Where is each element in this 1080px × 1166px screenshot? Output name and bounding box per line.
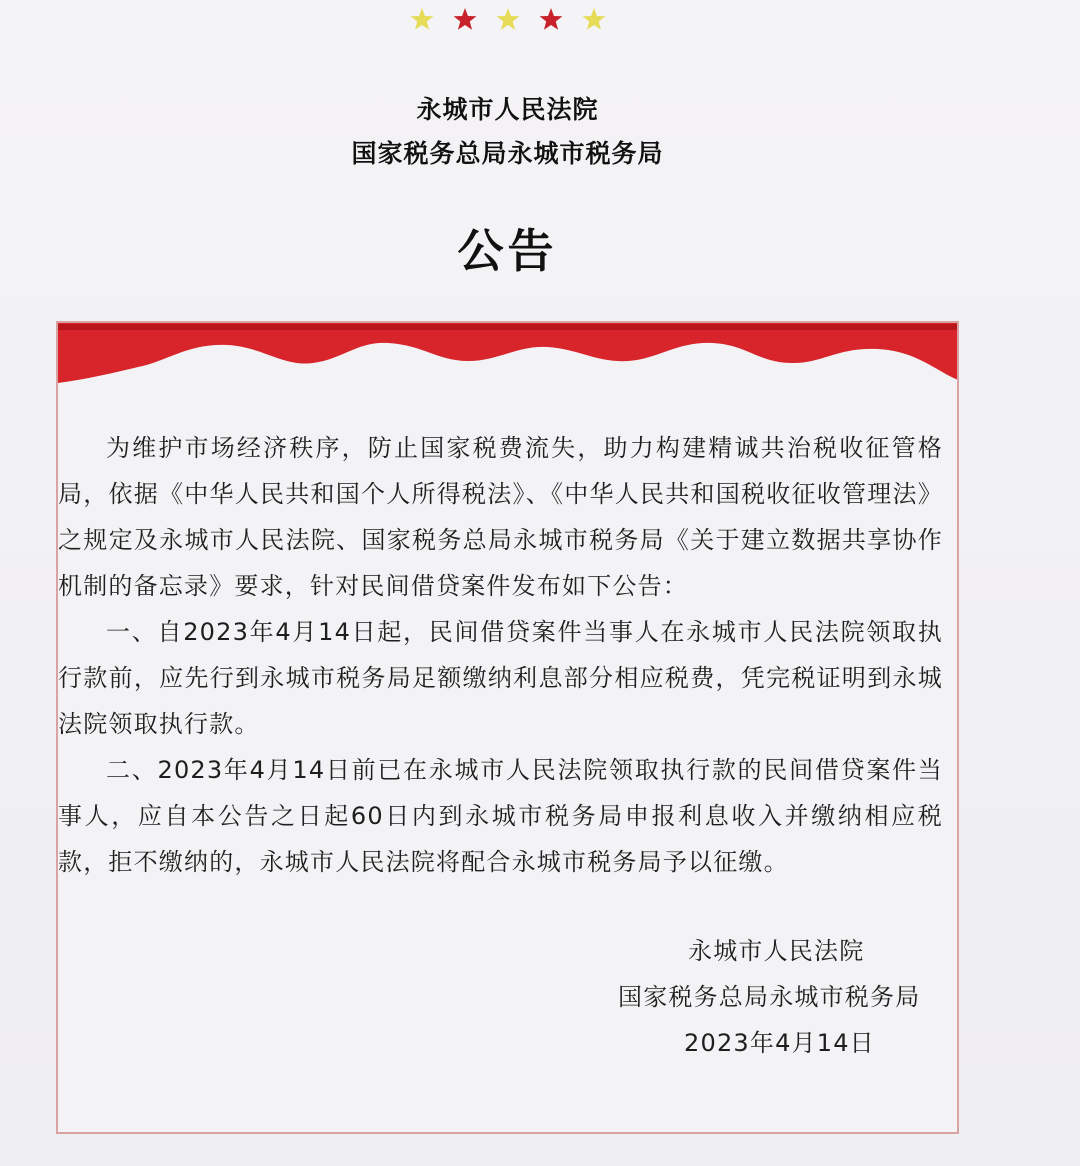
notice-paragraph-intro: 为维护市场经济秩序，防止国家税费流失，助力构建精诚共治税收征管格局，依据《中华人民共和国个人所得税法》、《中华人民共和国税收征收管理法》之规定及永城市人民法院、国家税务总局永城市税务局《关于建立数据共享协作机制的备忘录》要求，针对民间借贷案件发布如下公告： <box>58 434 943 600</box>
notice-body <box>58 425 943 885</box>
signature-date: 2023年4月14日 <box>684 1029 875 1057</box>
notice-paragraph-item-2: 二、2023年4月14日前已在永城市人民法院领取执行款的民间借贷案件当事人，应自本公告之日起60日内到永城市税务局申报利息收入并缴纳相应税款，拒不缴纳的，永城市人民法院将配合永城市税务局予以征缴。 <box>58 756 943 876</box>
notice-paragraph-item-1: 一、自2023年4月14日起，民间借贷案件当事人在永城市人民法院领取执行款前，应先行到永城市税务局足额缴纳利息部分相应税费，凭完税证明到永城法院领取执行款。 <box>58 618 943 738</box>
signature-tax-bureau: 国家税务总局永城市税务局 <box>618 983 921 1011</box>
star-decoration <box>405 0 615 40</box>
issuer-tax-bureau: 国家税务总局永城市税务局 <box>351 139 664 168</box>
star-icon <box>540 8 563 30</box>
star-icon <box>583 8 606 30</box>
signature-block <box>618 928 948 1066</box>
star-icon <box>497 8 520 30</box>
star-icon <box>454 8 477 30</box>
stars-graphic <box>405 0 615 40</box>
red-curtain-banner <box>58 323 959 393</box>
page-title: 公告 <box>457 224 558 278</box>
signature-court: 永城市人民法院 <box>688 937 865 965</box>
issuer-court: 永城市人民法院 <box>416 95 599 124</box>
star-icon <box>411 8 434 30</box>
notice-frame <box>56 321 959 1134</box>
